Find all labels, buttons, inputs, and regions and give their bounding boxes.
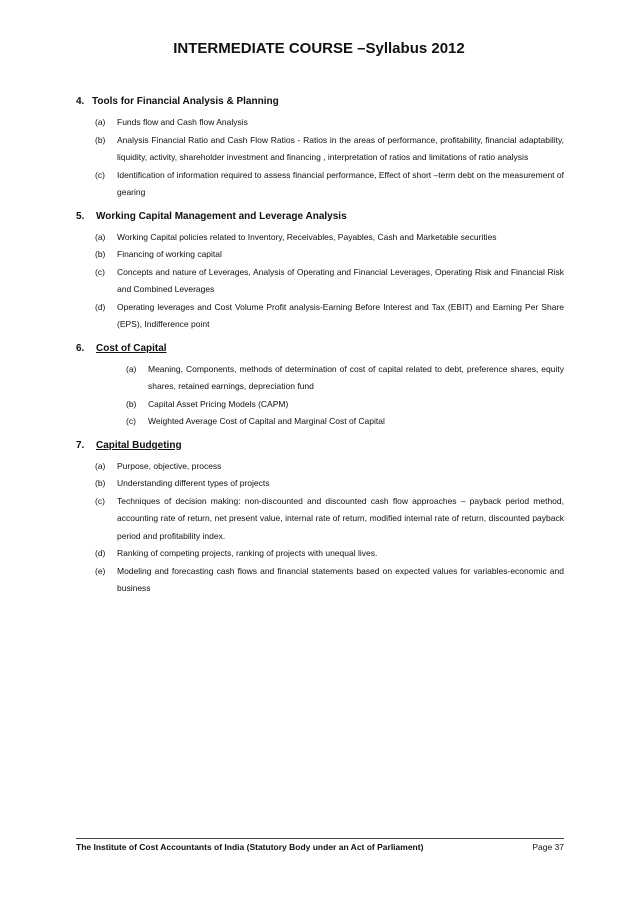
section-5 — [76, 210, 564, 334]
item-text: Understanding different types of projects — [117, 478, 270, 488]
item-text: Working Capital policies related to Inventory, Receivables, Payables, Cash and Marketable securities — [117, 231, 497, 242]
section-title: Working Capital Management and Leverage Analysis — [96, 210, 347, 222]
item-text: Analysis Financial Ratio and Cash Flow Ratios - Ratios in the areas of performance, profitability, financial adaptability, liquidity, activity, shareholder investment and financing , interpretation of ratios and limitations of ratio analysis — [117, 134, 564, 162]
item-text: Capital Asset Pricing Models (CAPM) — [148, 398, 289, 409]
item-marker: (b) — [126, 398, 137, 409]
footer-divider — [76, 838, 564, 839]
list-item — [95, 545, 564, 563]
section-number: 5. — [76, 210, 85, 222]
list-item — [126, 413, 564, 431]
item-text: Financing of working capital — [117, 249, 222, 259]
list-item — [95, 475, 564, 493]
item-text: Modeling and forecasting cash flows and financial statements based on expected values for variables-economic and business — [117, 565, 564, 593]
footer-institute: The Institute of Cost Accountants of India (Statutory Body under an Act of Parliament) — [76, 842, 424, 852]
item-text: Weighted Average Cost of Capital and Marginal Cost of Capital — [148, 416, 385, 426]
syllabus-content — [76, 95, 564, 606]
list-item — [95, 167, 564, 202]
item-marker: (d) — [95, 548, 106, 558]
item-text: Funds flow and Cash flow Analysis — [117, 117, 248, 127]
list-item — [126, 361, 564, 396]
item-text: Meaning, Components, methods of determination of cost of capital related to debt, preference shares, equity shares, retained earnings, depreciation fund — [148, 363, 564, 391]
item-list — [76, 361, 564, 431]
item-marker: (a) — [95, 117, 106, 127]
section-heading — [76, 210, 564, 223]
item-marker: (a) — [95, 231, 106, 242]
list-item — [95, 132, 564, 167]
section-4 — [76, 95, 564, 202]
list-item — [95, 264, 564, 299]
item-marker: (c) — [95, 266, 105, 277]
list-item — [95, 229, 564, 247]
item-marker: (d) — [95, 301, 106, 312]
item-list — [76, 229, 564, 334]
item-text: Techniques of decision making: non-discounted and discounted cash flow approaches – payback period method, accounting rate of return, net present value, internal rate of return, modified internal rate of return, discounted payback period and profitability index. — [117, 495, 564, 541]
list-item — [95, 458, 564, 476]
section-7 — [76, 439, 564, 598]
item-text: Concepts and nature of Leverages, Analysis of Operating and Financial Leverages, Operating Risk and Financial Risk and Combined Leverages — [117, 266, 564, 294]
item-marker: (b) — [95, 478, 106, 488]
section-heading — [76, 439, 564, 452]
section-6 — [76, 342, 564, 431]
item-text: Ranking of competing projects, ranking of projects with unequal lives. — [117, 548, 378, 558]
section-title: Cost of Capital — [96, 342, 167, 354]
item-text: Operating leverages and Cost Volume Profit analysis-Earning Before Interest and Tax (EBIT) and Earning Per Share (EPS), Indifference point — [117, 301, 564, 329]
list-item — [95, 114, 564, 132]
item-marker: (c) — [95, 169, 105, 180]
item-marker: (a) — [95, 460, 106, 471]
page-title: INTERMEDIATE COURSE –Syllabus 2012 — [173, 40, 465, 57]
section-heading — [76, 95, 564, 108]
item-list — [76, 114, 564, 202]
list-item — [95, 299, 564, 334]
list-item — [126, 396, 564, 414]
item-text: Purpose, objective, process — [117, 460, 222, 471]
page-number: Page 37 — [532, 842, 564, 852]
section-title: Capital Budgeting — [96, 439, 182, 451]
section-number: 6. — [76, 342, 85, 354]
item-list — [76, 458, 564, 598]
list-item — [95, 246, 564, 264]
section-title: Tools for Financial Analysis & Planning — [92, 96, 279, 107]
section-number: 7. — [76, 439, 85, 451]
list-item — [95, 493, 564, 546]
item-marker: (b) — [95, 249, 106, 259]
section-number: 4. — [76, 96, 85, 107]
item-marker: (c) — [95, 495, 105, 506]
item-text: Identification of information required to assess financial performance, Effect of short –term debt on the measurement of gearing — [117, 169, 564, 197]
item-marker: (b) — [95, 134, 106, 145]
item-marker: (a) — [126, 363, 137, 374]
section-heading — [76, 342, 564, 355]
item-marker: (e) — [95, 565, 106, 576]
item-marker: (c) — [126, 416, 136, 426]
list-item — [95, 563, 564, 598]
